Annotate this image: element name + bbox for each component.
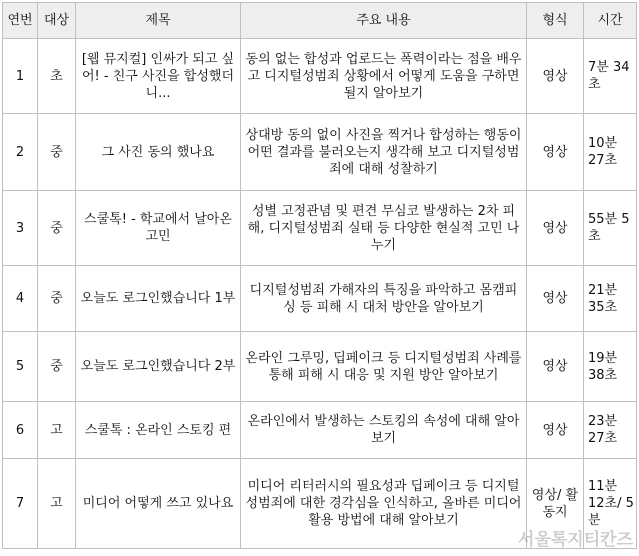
cell-time: 21분 35초 bbox=[584, 266, 637, 332]
cell-content: 온라인 그루밍, 딥페이크 등 디지털성범죄 사례를 통해 피해 시 대응 및 지원 방안 알아보기 bbox=[241, 332, 527, 402]
cell-format: 영상 bbox=[527, 266, 584, 332]
cell-time: 10분 27초 bbox=[584, 114, 637, 191]
cell-title: [웹 뮤지컬] 인싸가 되고 싶어! - 친구 사진을 합성했더니... bbox=[76, 39, 241, 114]
cell-no: 6 bbox=[3, 402, 38, 459]
header-time: 시간 bbox=[584, 3, 637, 39]
cell-time: 55분 5초 bbox=[584, 191, 637, 266]
cell-format: 영상 bbox=[527, 191, 584, 266]
cell-time: 19분 38초 bbox=[584, 332, 637, 402]
cell-no: 4 bbox=[3, 266, 38, 332]
cell-title: 오늘도 로그인했습니다 1부 bbox=[76, 266, 241, 332]
watermark-logo: 서울톡지티칸즈 bbox=[518, 530, 633, 550]
table-row bbox=[3, 459, 637, 549]
header-content: 주요 내용 bbox=[241, 3, 527, 39]
cell-content: 디지털성범죄 가해자의 특징을 파악하고 몸캠피싱 등 피해 시 대처 방안을 알아보기 bbox=[241, 266, 527, 332]
cell-content: 온라인에서 발생하는 스토킹의 속성에 대해 알아보기 bbox=[241, 402, 527, 459]
cell-no: 3 bbox=[3, 191, 38, 266]
cell-target: 고 bbox=[38, 459, 76, 549]
cell-time: 7분 34초 bbox=[584, 39, 637, 114]
cell-target: 초 bbox=[38, 39, 76, 114]
cell-no: 7 bbox=[3, 459, 38, 549]
cell-target: 중 bbox=[38, 266, 76, 332]
cell-no: 5 bbox=[3, 332, 38, 402]
cell-format: 영상 bbox=[527, 114, 584, 191]
cell-time: 23분 27초 bbox=[584, 402, 637, 459]
cell-no: 1 bbox=[3, 39, 38, 114]
cell-no: 2 bbox=[3, 114, 38, 191]
cell-time: 11분 12초/ 5분 bbox=[584, 459, 637, 549]
header-target: 대상 bbox=[38, 3, 76, 39]
program-table-container bbox=[2, 2, 636, 549]
cell-title: 오늘도 로그인했습니다 2부 bbox=[76, 332, 241, 402]
cell-format: 영상 bbox=[527, 402, 584, 459]
table-row bbox=[3, 266, 637, 332]
cell-title: 그 사진 동의 했나요 bbox=[76, 114, 241, 191]
table-row bbox=[3, 332, 637, 402]
header-format: 형식 bbox=[527, 3, 584, 39]
cell-content: 미디어 리터러시의 필요성과 딥페이크 등 디지털성범죄에 대한 경각심을 인식하고, 올바른 미디어 활용 방법에 대해 알아보기 bbox=[241, 459, 527, 549]
cell-title: 미디어 어떻게 쓰고 있나요 bbox=[76, 459, 241, 549]
table-row bbox=[3, 114, 637, 191]
cell-content: 성별 고정관념 및 편견 무심코 발생하는 2차 피해, 디지털성범죄 실태 등 다양한 현실적 고민 나누기 bbox=[241, 191, 527, 266]
cell-content: 상대방 동의 없이 사진을 찍거나 합성하는 행동이 어떤 결과를 불러오는지 생각해 보고 디지털성범죄에 대해 성찰하기 bbox=[241, 114, 527, 191]
header-row bbox=[3, 3, 637, 39]
cell-target: 고 bbox=[38, 402, 76, 459]
table-body bbox=[3, 39, 637, 549]
cell-title: 스쿨톡! - 학교에서 날아온 고민 bbox=[76, 191, 241, 266]
cell-format: 영상 bbox=[527, 332, 584, 402]
header-no: 연번 bbox=[3, 3, 38, 39]
table-header bbox=[3, 3, 637, 39]
cell-target: 중 bbox=[38, 191, 76, 266]
table-row bbox=[3, 191, 637, 266]
cell-format: 영상 bbox=[527, 39, 584, 114]
cell-title: 스쿨톡 : 온라인 스토킹 편 bbox=[76, 402, 241, 459]
header-title: 제목 bbox=[76, 3, 241, 39]
program-table bbox=[2, 2, 637, 549]
cell-format: 영상/ 활동지 bbox=[527, 459, 584, 549]
cell-target: 중 bbox=[38, 114, 76, 191]
cell-content: 동의 없는 합성과 업로드는 폭력이라는 점을 배우고 디지털성범죄 상황에서 어떻게 도움을 구하면 될지 알아보기 bbox=[241, 39, 527, 114]
table-row bbox=[3, 402, 637, 459]
table-row bbox=[3, 39, 637, 114]
cell-target: 중 bbox=[38, 332, 76, 402]
